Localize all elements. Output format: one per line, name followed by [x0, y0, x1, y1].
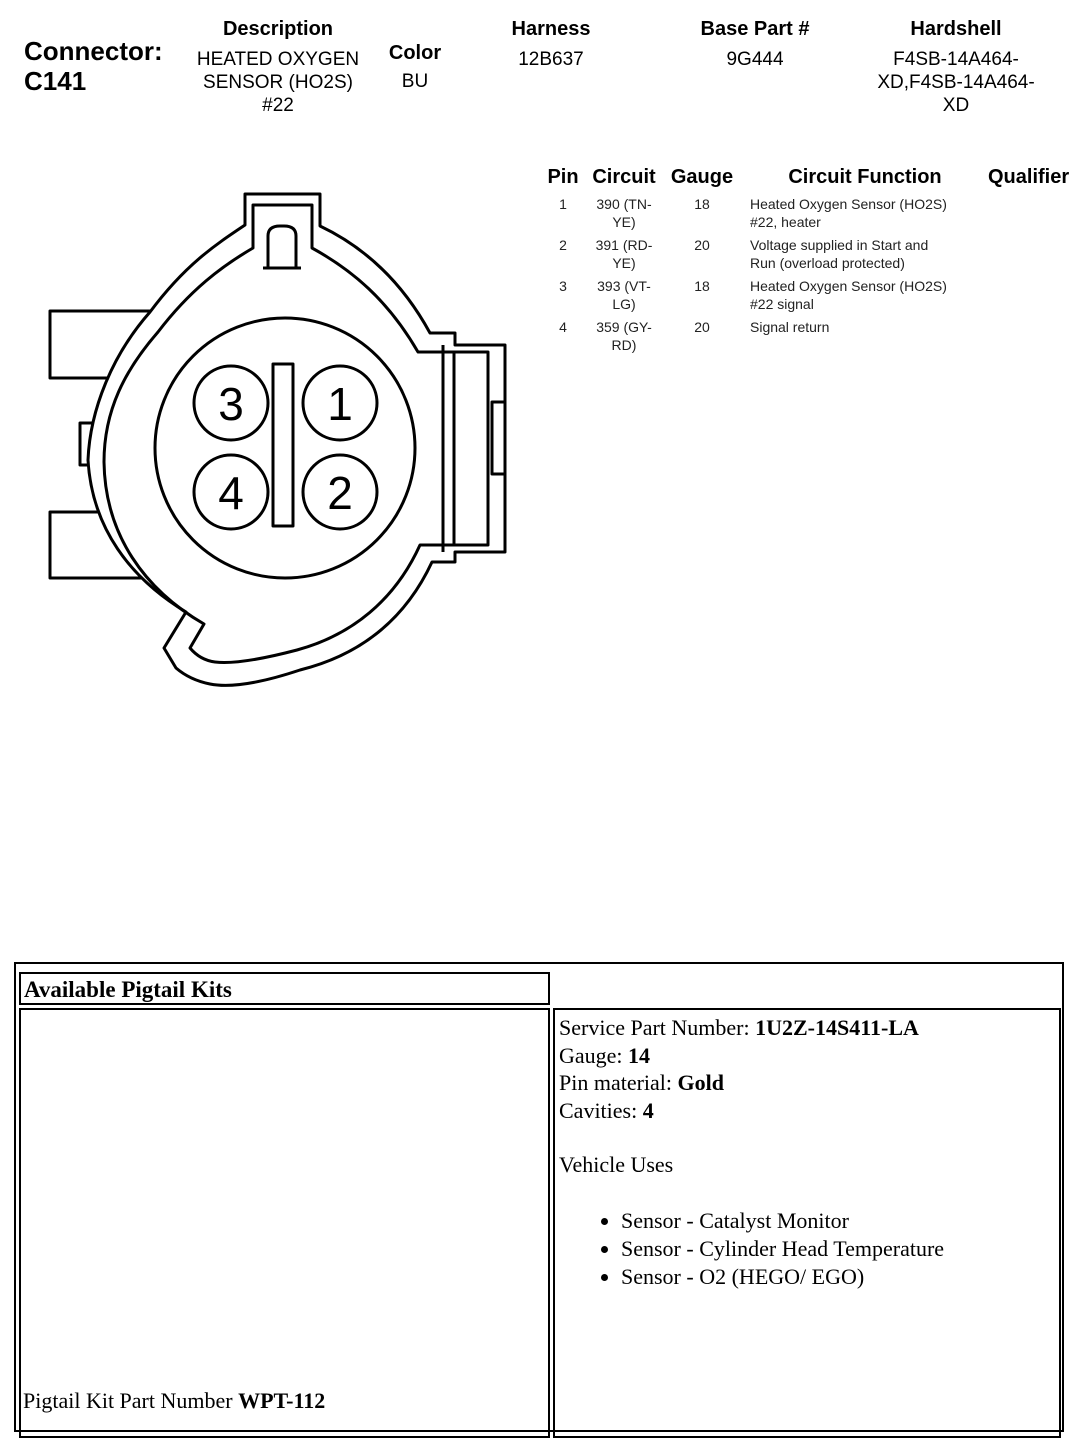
- function-line: #22 signal: [750, 296, 814, 312]
- service-part-number: [559, 1014, 1059, 1042]
- kit-gauge: [559, 1042, 1059, 1070]
- circuit-header: Circuit: [592, 166, 656, 188]
- circuit-line: LG): [612, 296, 636, 312]
- service-part-value: 1U2Z-14S411-LA: [755, 1015, 919, 1040]
- function-line: Voltage supplied in Start and: [750, 237, 929, 253]
- pin-material-value: Gold: [677, 1070, 724, 1095]
- color-label: Color: [388, 42, 442, 64]
- center-divider: [273, 364, 293, 526]
- function-line: Heated Oxygen Sensor (HO2S): [750, 278, 947, 294]
- circuit-line: 359 (GY-: [596, 319, 652, 335]
- cavities-value: 4: [642, 1097, 654, 1123]
- circuit-line: 393 (VT-: [597, 278, 651, 294]
- kit-gauge-label: Gauge:: [559, 1042, 629, 1068]
- circuit-cell: [586, 195, 662, 236]
- circuit-line: YE): [612, 255, 636, 271]
- circuit-cell: [586, 318, 662, 359]
- pin-table: [540, 166, 1069, 359]
- hardshell-line: F4SB-14A464-: [893, 49, 1019, 70]
- table-row: [540, 277, 1069, 318]
- color-column: [380, 42, 450, 93]
- harness-column: [480, 18, 622, 71]
- hardshell-line: XD: [942, 95, 970, 116]
- pigtail-image-cell: [19, 1008, 550, 1438]
- function-line: Signal return: [750, 319, 830, 335]
- list-item: • Sensor - Cylinder Head Temperature: [621, 1235, 1059, 1263]
- service-part-label: Service Part Number:: [559, 1015, 756, 1040]
- function-cell: [742, 277, 988, 318]
- kit-gauge-value: 14: [628, 1042, 651, 1068]
- function-cell: [742, 318, 988, 359]
- function-line: Run (overload protected): [750, 255, 905, 271]
- circuit-line: YE): [612, 214, 636, 230]
- base-part-value: 9G444: [726, 49, 784, 70]
- harness-label: Harness: [511, 18, 591, 40]
- pin-header: Pin: [547, 166, 579, 188]
- color-value: BU: [401, 71, 429, 92]
- hardshell-column: [858, 18, 1054, 117]
- pin-table-header: [540, 166, 1069, 195]
- table-row: [540, 318, 1069, 359]
- pin-number: 3: [559, 278, 567, 294]
- function-header: Circuit Function: [788, 166, 942, 188]
- function-line: Heated Oxygen Sensor (HO2S): [750, 196, 947, 212]
- description-line: #22: [262, 95, 294, 116]
- function-cell: [742, 195, 988, 236]
- cavities: [559, 1097, 1059, 1125]
- pigtail-details: [553, 1008, 1061, 1438]
- qualifier-cell: [988, 236, 1069, 277]
- description-line: HEATED OXYGEN: [196, 49, 360, 70]
- vehicle-uses-list: [559, 1207, 1059, 1291]
- list-item: • Sensor - Catalyst Monitor: [621, 1207, 1059, 1235]
- harness-value: 12B637: [518, 49, 584, 70]
- pigtail-kits-title: Available Pigtail Kits: [19, 972, 550, 1005]
- description-label: Description: [222, 18, 334, 40]
- hardshell-line: XD,F4SB-14A464-: [877, 72, 1035, 93]
- connector-id: C141: [24, 66, 87, 96]
- gauge-cell: 20: [694, 237, 710, 253]
- connector-title: [24, 36, 163, 96]
- qualifier-cell: [988, 277, 1069, 318]
- pin-4-label: 4: [218, 467, 244, 519]
- table-row: [540, 236, 1069, 277]
- base-part-label: Base Part #: [700, 18, 810, 40]
- circuit-cell: [586, 236, 662, 277]
- cavities-label: Cavities:: [559, 1097, 643, 1123]
- connector-face-diagram: [40, 180, 530, 700]
- qualifier-cell: [988, 195, 1069, 236]
- hardshell-label: Hardshell: [910, 18, 1002, 40]
- gauge-cell: 18: [694, 196, 710, 212]
- vehicle-uses-label: Vehicle Uses: [559, 1152, 674, 1177]
- gauge-cell: 20: [694, 319, 710, 335]
- hardshell-value: [858, 48, 1054, 117]
- kit-part-label: Pigtail Kit Part Number: [23, 1388, 239, 1413]
- pigtail-kit-part-number: [23, 1388, 325, 1414]
- function-cell: [742, 236, 988, 277]
- pin-number: 2: [559, 237, 567, 253]
- connector-label: Connector:: [24, 36, 163, 66]
- pin-1-label: 1: [327, 378, 353, 430]
- base-part-column: [670, 18, 840, 71]
- circuit-cell: [586, 277, 662, 318]
- pin-number: 1: [559, 196, 567, 212]
- description-value: [180, 48, 376, 117]
- gauge-header: Gauge: [670, 166, 734, 188]
- qualifier-cell: [988, 318, 1069, 359]
- pin-number: 4: [559, 319, 567, 335]
- description-column: [180, 18, 376, 117]
- description-line: SENSOR (HO2S): [203, 72, 353, 93]
- circuit-line: 390 (TN-: [596, 196, 652, 212]
- kit-part-value: WPT-112: [238, 1388, 326, 1413]
- function-line: #22, heater: [750, 214, 821, 230]
- circuit-line: 391 (RD-: [595, 237, 653, 253]
- table-row: [540, 195, 1069, 236]
- circuit-line: RD): [611, 337, 637, 353]
- pin-material-label: Pin material:: [559, 1070, 678, 1095]
- pin-2-label: 2: [327, 467, 353, 519]
- pin-material: [559, 1069, 1059, 1097]
- pin-3-label: 3: [218, 378, 244, 430]
- list-item: • Sensor - O2 (HEGO/ EGO): [621, 1263, 1059, 1291]
- qualifier-header: Qualifier: [988, 166, 1070, 188]
- gauge-cell: 18: [694, 278, 710, 294]
- right-latch: [492, 402, 505, 474]
